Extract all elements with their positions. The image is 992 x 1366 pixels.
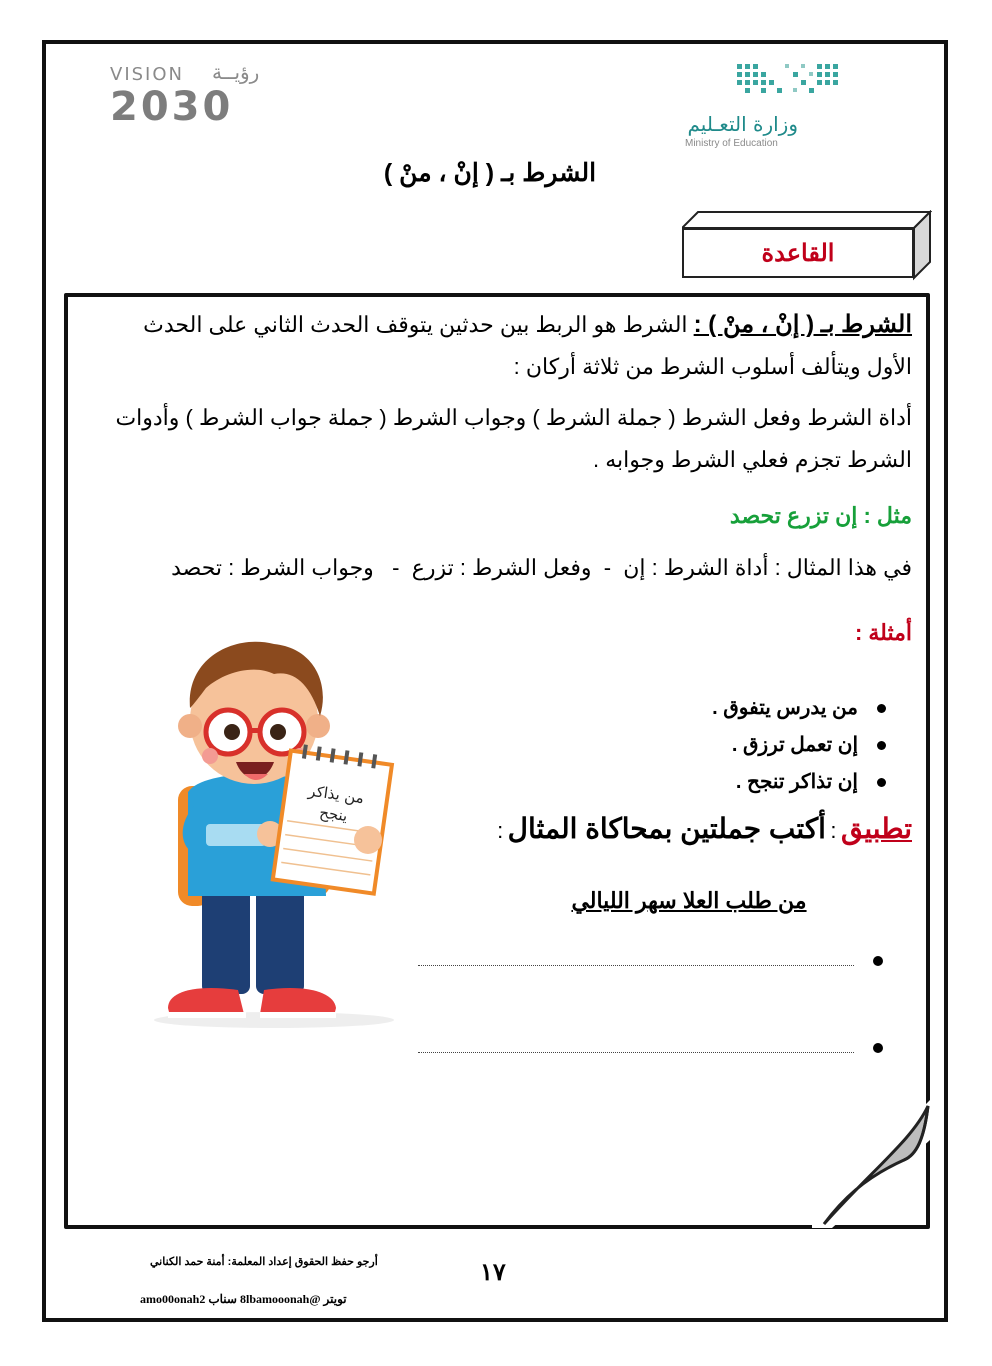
bullet-icon xyxy=(877,704,886,713)
ministry-arabic: وزارة التعـليم xyxy=(687,112,798,136)
bullet-icon xyxy=(877,778,886,787)
rule-box xyxy=(682,210,932,282)
page-number: ١٧ xyxy=(480,1259,506,1286)
footer-social: تويتر @8lbamooonah سناب amo00onah2 xyxy=(140,1292,347,1306)
bullet-icon xyxy=(877,741,886,750)
application-end: : xyxy=(497,818,504,843)
vision-word: VISION xyxy=(110,64,184,85)
application-separator: : xyxy=(830,818,837,843)
vision-2030-logo xyxy=(110,60,270,130)
list-item: من يدرس يتفوق . xyxy=(540,690,860,727)
vision-arabic: رؤيــة xyxy=(212,60,260,84)
notepad-line1: من يذاكر xyxy=(307,781,366,808)
application-text: أكتب جملتين بمحاكاة المثال xyxy=(507,813,826,844)
answer-line-2[interactable] xyxy=(418,1052,854,1053)
definition-paragraph xyxy=(92,304,912,388)
list-item: إن تعمل ترزق . xyxy=(540,727,860,764)
ministry-english: Ministry of Education xyxy=(685,138,778,149)
page-curl-icon xyxy=(812,1100,932,1230)
definition-text: الشرط هو الربط بين حدثين يتوقف الحدث الثاني على الحدث الأول ويتألف أسلوب الشرط من ثلاثة أركان : xyxy=(143,312,912,379)
notepad-line2: ينجح xyxy=(318,803,349,826)
application-instruction xyxy=(497,812,912,845)
examples-heading: أمثلة : xyxy=(854,620,912,645)
boy-illustration xyxy=(124,628,406,1030)
bullet-icon xyxy=(873,956,883,966)
ministry-logo xyxy=(680,60,850,155)
answer-line-1[interactable] xyxy=(418,965,854,966)
definition-term: الشرط بـ ( إنْ ، منْ ) : xyxy=(693,311,912,338)
rule-box-label: القاعدة xyxy=(682,228,914,278)
list-item: إن تذاكر تنجح . xyxy=(540,764,860,801)
application-label: تطبيق xyxy=(840,813,912,844)
page-title: الشرط بـ ( إنْ ، منْ ) xyxy=(383,159,597,187)
examples-list xyxy=(540,690,860,801)
components-paragraph: أداة الشرط وفعل الشرط ( جملة الشرط ) وجواب الشرط ( جملة جواب الشرط ) وأدوات الشرط تجزم فعلي الشرط وجوابه . xyxy=(115,405,912,472)
bullet-icon xyxy=(873,1043,883,1053)
example-label: مثل : إن تزرع تحصد xyxy=(729,503,912,528)
vision-year: 2030 xyxy=(110,84,234,130)
saying-text: من طلب العلا سهر الليالي xyxy=(571,888,807,913)
example-analysis: في هذا المثال : أداة الشرط : إن - وفعل الشرط : تزرع - وجواب الشرط : تحصد xyxy=(171,555,912,580)
footer-credit: أرجو حفظ الحقوق إعداد المعلمة: أمنة حمد الكناني xyxy=(150,1256,378,1268)
ministry-dots-icon xyxy=(735,62,845,102)
